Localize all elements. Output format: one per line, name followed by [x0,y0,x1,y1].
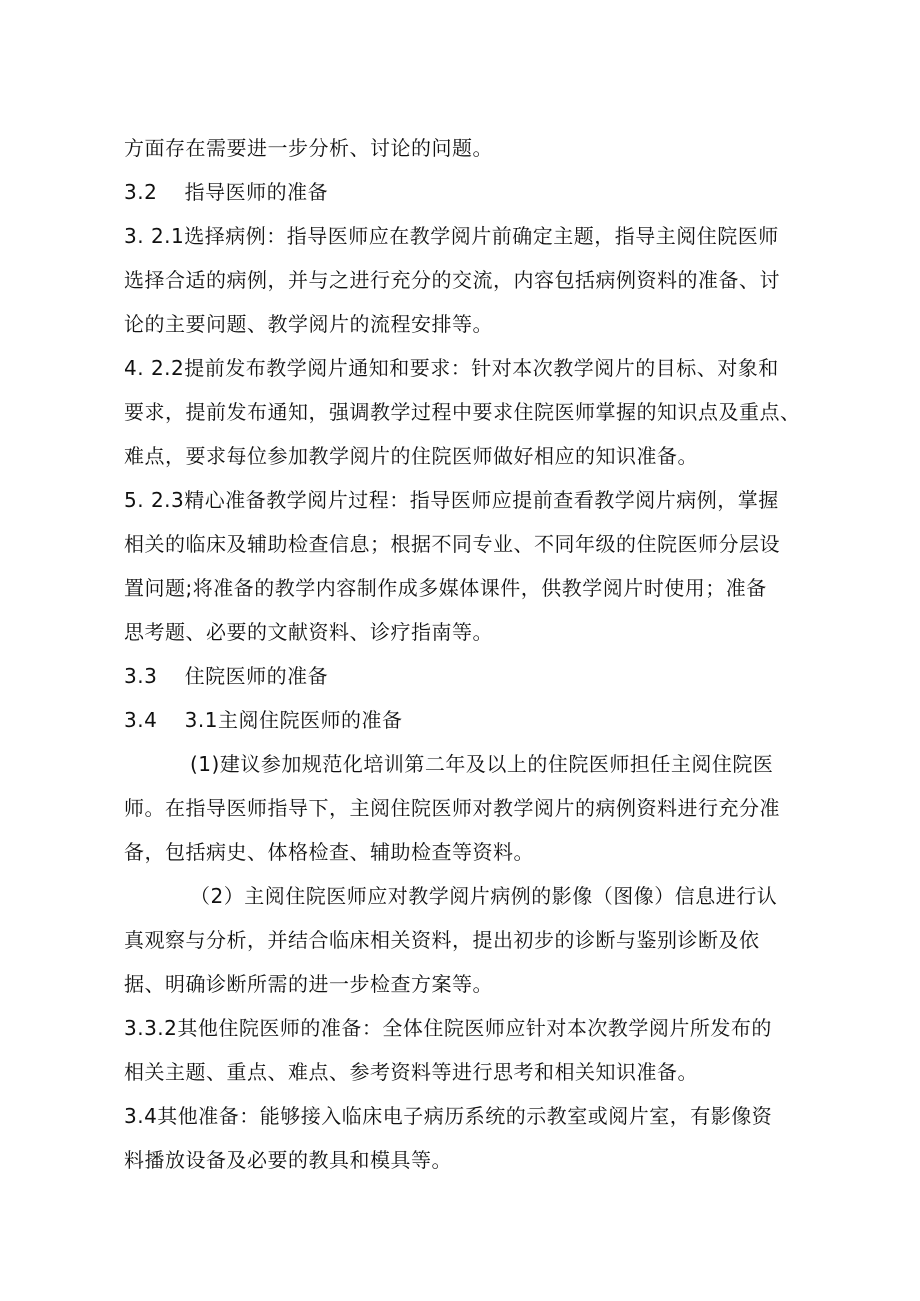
text-line: 料播放设备及必要的教具和模具等。 [124,1148,452,1172]
text-line: 5. 2.3精心准备教学阅片过程：指导医师应提前查看教学阅片病例，掌握 [124,488,779,512]
text-line: 论的主要问题、教学阅片的流程安排等。 [124,312,493,336]
text-line: 备，包括病史、体格检查、辅助检查等资料。 [124,840,534,864]
text-line: 3.3.2其他住院医师的准备：全体住院医师应针对本次教学阅片所发布的 [124,1016,772,1040]
text-line: (1)建议参加规范化培训第二年及以上的住院医师担任主阅住院医 [190,752,774,776]
text-line: （2）主阅住院医师应对教学阅片病例的影像（图像）信息进行认 [190,884,778,908]
text-line: 据、明确诊断所需的进一步检查方案等。 [124,972,493,996]
text-line: 3.2 指导医师的准备 [124,180,329,204]
text-line: 相关的临床及辅助检查信息；根据不同专业、不同年级的住院医师分层设 [124,532,780,556]
text-line: 相关主题、重点、难点、参考资料等进行思考和相关知识准备。 [124,1060,698,1084]
text-line: 思考题、必要的文献资料、诊疗指南等。 [124,620,493,644]
text-line: 3.3 住院医师的准备 [124,664,329,688]
text-line: 难点，要求每位参加教学阅片的住院医师做好相应的知识准备。 [124,444,698,468]
text-line: 师。在指导医师指导下，主阅住院医师对教学阅片的病例资料进行充分准 [124,796,780,820]
text-line: 置问题;将准备的教学内容制作成多媒体课件，供教学阅片时使用；准备 [124,576,767,600]
text-line: 4. 2.2提前发布教学阅片通知和要求：针对本次教学阅片的目标、对象和 [124,356,779,380]
text-line: 要求，提前发布通知，强调教学过程中要求住院医师掌握的知识点及重点、 [124,400,801,424]
text-line: 真观察与分析，并结合临床相关资料，提出初步的诊断与鉴别诊断及依 [124,928,760,952]
text-line: 3. 2.1选择病例：指导医师应在教学阅片前确定主题，指导主阅住院医师 [124,224,779,248]
document-body [124,126,820,1182]
text-line: 选择合适的病例，并与之进行充分的交流，内容包括病例资料的准备、讨 [124,268,780,292]
text-line: 3.4其他准备：能够接入临床电子病历系统的示教室或阅片室，有影像资 [124,1104,773,1128]
text-line: 方面存在需要进一步分析、讨论的问题。 [124,136,493,160]
text-line: 3.4 3.1主阅住院医师的准备 [124,708,403,732]
